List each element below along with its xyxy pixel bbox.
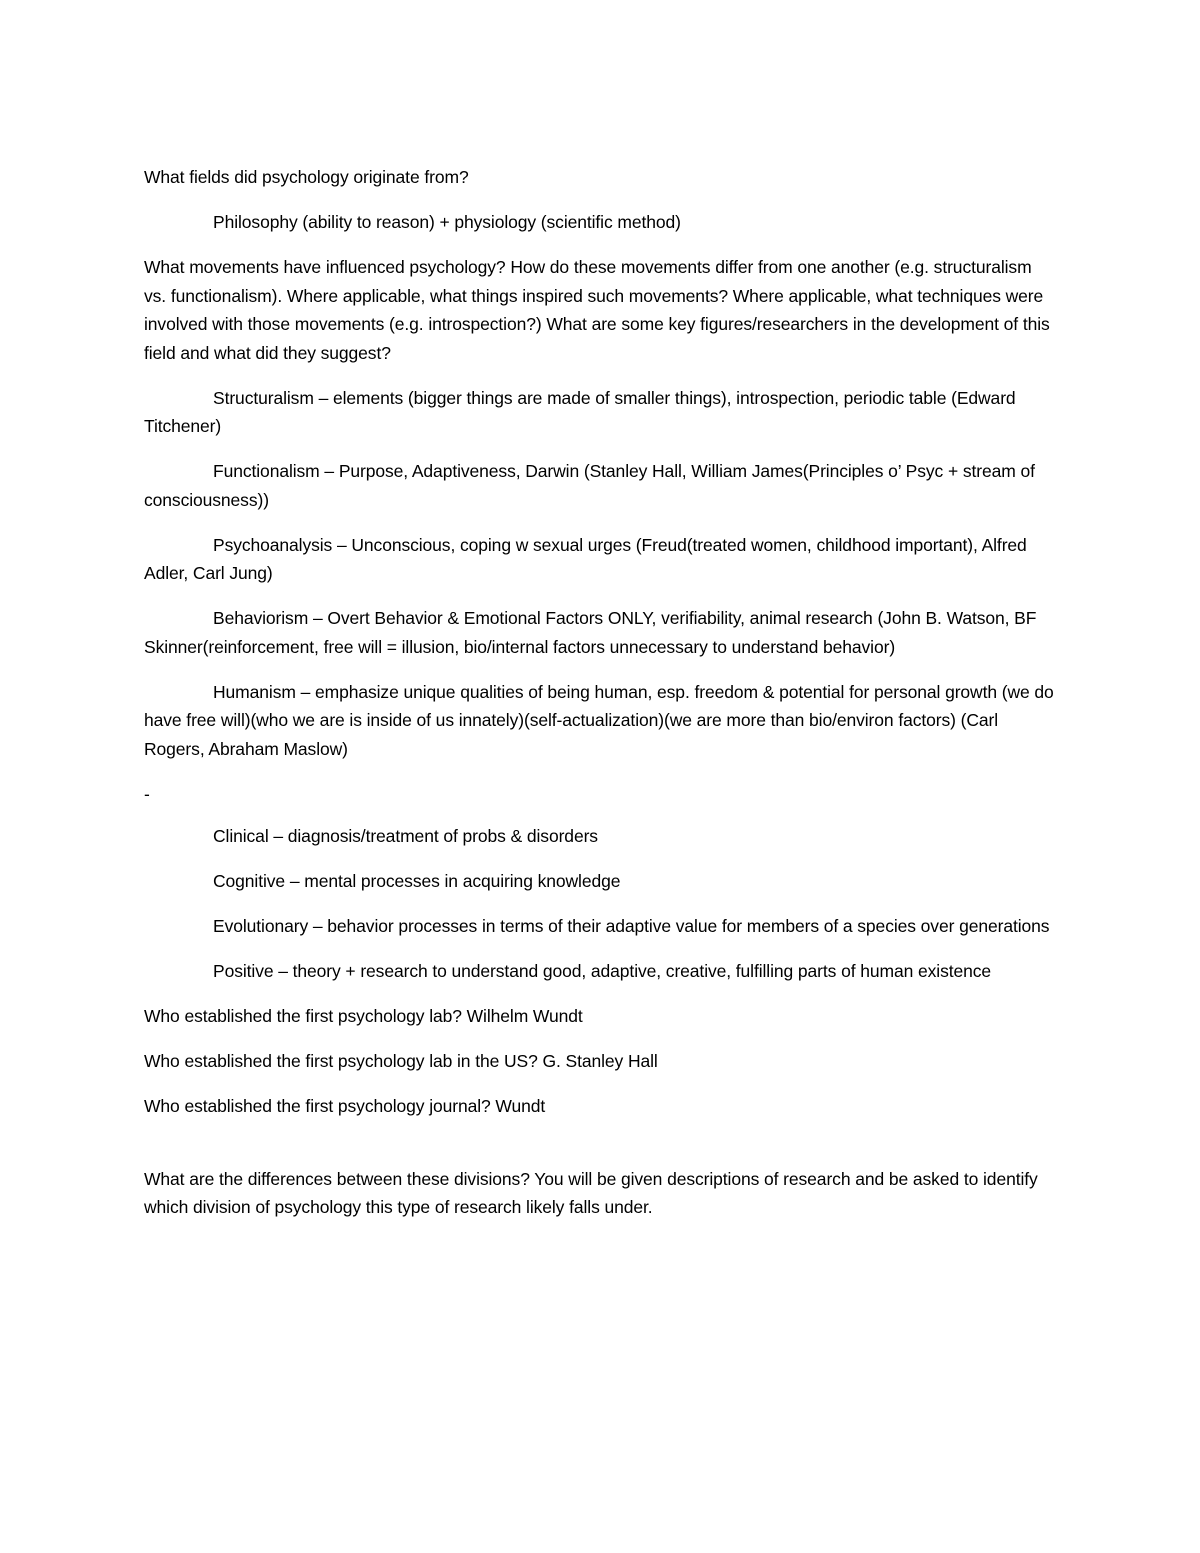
movement-functionalism: Functionalism – Purpose, Adaptiveness, Darwin (Stanley Hall, William James(Principles o’ Psyc + stream of consciousness)) [144,461,1035,510]
dash-separator: - [144,783,150,804]
movement-behaviorism: Behaviorism – Overt Behavior & Emotional Factors ONLY, verifiability, animal research (John B. Watson, BF Skinner(reinforcement, free will = illusion, bio/internal factors unnecessary to understand behavior) [144,608,1037,657]
question-movements: What movements have influenced psychology? How do these movements differ from one another (e.g. structuralism vs. functionalism). Where applicable, what things inspired such movements? Where applicable, what techniques were involved with those movements (e.g. introspection?) What are some key figures/researchers in the development of this field and what did they suggest? [144,257,1050,363]
movement-humanism: Humanism – emphasize unique qualities of being human, esp. freedom & potential for personal growth (we do have free will)(who we are is inside of us innately)(self-actualization)(we are more than bio/environ factors) (Carl Rogers, Abraham Maslow) [144,681,1054,759]
answer-origins: Philosophy (ability to reason) + physiology (scientific method) [213,212,681,232]
question-first-journal: Who established the first psychology journal? Wundt [144,1096,546,1116]
division-clinical: Clinical – diagnosis/treatment of probs & disorders [213,826,598,846]
question-divisions: What are the differences between these divisions? You will be given descriptions of research and be asked to identify which division of psychology this type of research likely falls under. [144,1168,1038,1217]
document-body [144,163,1054,1238]
question-first-us-lab: Who established the first psychology lab in the US? G. Stanley Hall [144,1051,658,1071]
question-first-lab: Who established the first psychology lab? Wilhelm Wundt [144,1006,583,1026]
movement-structuralism: Structuralism – elements (bigger things are made of smaller things), introspection, periodic table (Edward Titchener) [144,387,1016,436]
division-cognitive: Cognitive – mental processes in acquiring knowledge [213,871,621,891]
division-evolutionary: Evolutionary – behavior processes in terms of their adaptive value for members of a species over generations [213,916,1050,936]
question-origins: What fields did psychology originate from? [144,167,469,187]
movement-psychoanalysis: Psychoanalysis – Unconscious, coping w sexual urges (Freud(treated women, childhood important), Alfred Adler, Carl Jung) [144,534,1027,583]
division-positive: Positive – theory + research to understand good, adaptive, creative, fulfilling parts of human existence [213,961,992,981]
